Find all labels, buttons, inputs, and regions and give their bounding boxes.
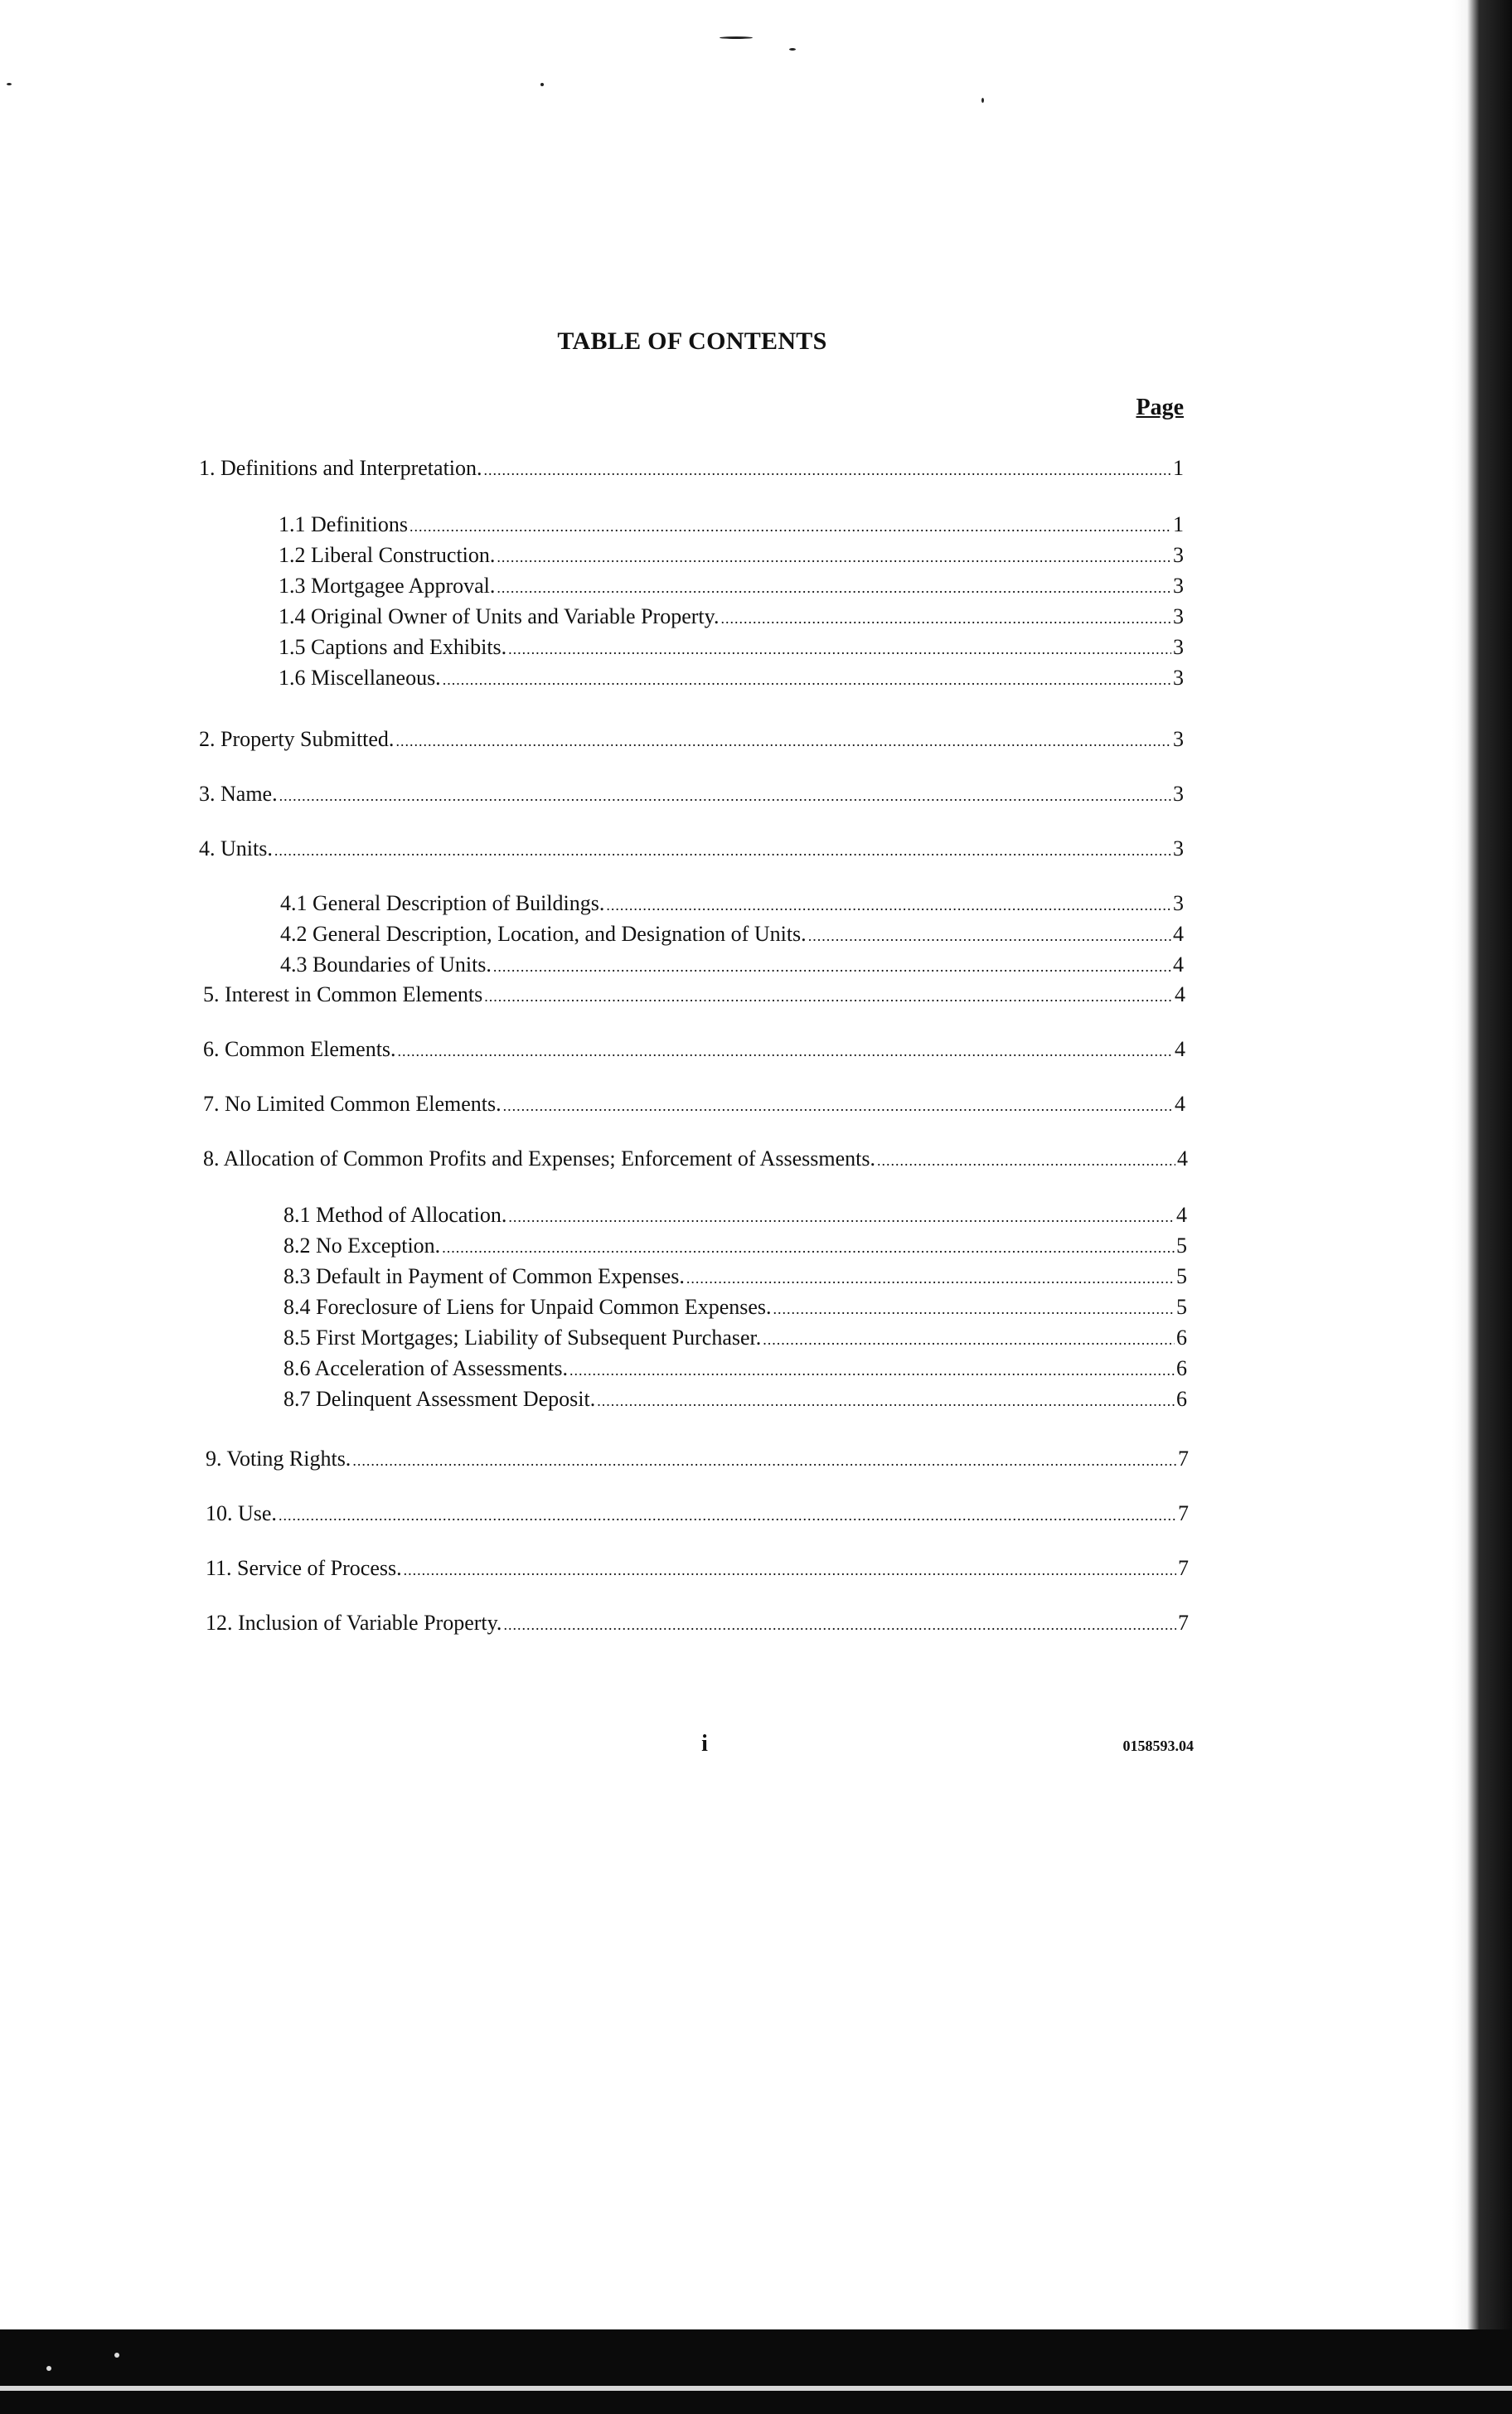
- toc-entry-page: 3: [1173, 836, 1184, 860]
- toc-entry-page: 4: [1176, 1203, 1187, 1227]
- toc-entry-label: 8.1 Method of Allocation.: [284, 1203, 507, 1227]
- toc-leader-dots: [773, 1297, 1175, 1321]
- toc-leader-dots: [503, 1612, 1176, 1637]
- toc-entry-page: 5: [1176, 1295, 1187, 1319]
- toc-entry-8-2[interactable]: [284, 1234, 1187, 1260]
- toc-leader-dots: [606, 893, 1171, 918]
- toc-entry-8[interactable]: [203, 1146, 1188, 1173]
- toc-leader-dots: [569, 1358, 1175, 1383]
- toc-leader-dots: [443, 667, 1171, 692]
- toc-entry-8-6[interactable]: [284, 1356, 1187, 1383]
- toc-entry-4-2[interactable]: [280, 922, 1184, 948]
- toc-entry-8-5[interactable]: [284, 1326, 1187, 1352]
- toc-entry-page: 1: [1173, 512, 1184, 536]
- toc-entry-label: 6. Common Elements.: [203, 1037, 396, 1061]
- toc-entry-page: 6: [1176, 1326, 1187, 1350]
- toc-entry-1-3[interactable]: [279, 574, 1184, 600]
- toc-entry-label: 4.2 General Description, Location, and Designation of Units.: [280, 922, 807, 946]
- toc-entry-label: 1.1 Definitions: [279, 512, 408, 536]
- toc-entry-page: 1: [1173, 456, 1184, 480]
- toc-entry-6[interactable]: [203, 1037, 1185, 1064]
- toc-entry-label: 12. Inclusion of Variable Property.: [206, 1611, 502, 1635]
- toc-entry-label: 3. Name.: [199, 782, 278, 806]
- toc-entry-page: 3: [1173, 635, 1184, 659]
- toc-leader-dots: [352, 1448, 1176, 1473]
- toc-leader-dots: [503, 1093, 1173, 1118]
- toc-entry-1[interactable]: [199, 456, 1184, 482]
- toc-entry-label: 4.3 Boundaries of Units.: [280, 953, 492, 977]
- toc-leader-dots: [279, 783, 1171, 808]
- toc-entry-label: 9. Voting Rights.: [206, 1447, 351, 1471]
- scan-edge-strip: [0, 2386, 1512, 2391]
- toc-leader-dots: [497, 575, 1171, 600]
- toc-entry-page: 7: [1178, 1447, 1189, 1471]
- toc-entry-1-2[interactable]: [279, 543, 1184, 570]
- toc-leader-dots: [877, 1148, 1175, 1173]
- toc-leader-dots: [404, 1558, 1176, 1583]
- footer-page-number: i: [701, 1731, 708, 1757]
- page-title: TABLE OF CONTENTS: [557, 327, 827, 355]
- toc-entry-5[interactable]: [203, 982, 1185, 1009]
- scan-speck: [981, 98, 984, 103]
- toc-entry-11[interactable]: [206, 1556, 1189, 1583]
- toc-entry-page: 5: [1176, 1234, 1187, 1258]
- scan-edge-right: [1452, 0, 1512, 2414]
- toc-entry-page: 3: [1173, 604, 1184, 628]
- toc-entry-label: 7. No Limited Common Elements.: [203, 1092, 502, 1116]
- scan-speck: [720, 36, 753, 39]
- toc-entry-1-1[interactable]: [279, 512, 1184, 539]
- toc-leader-dots: [508, 637, 1171, 662]
- toc-entry-label: 2. Property Submitted.: [199, 727, 395, 751]
- toc-entry-4[interactable]: [199, 836, 1184, 863]
- toc-entry-7[interactable]: [203, 1092, 1185, 1118]
- toc-entry-label: 1.5 Captions and Exhibits.: [279, 635, 507, 659]
- toc-entry-page: 7: [1178, 1611, 1189, 1635]
- toc-leader-dots: [398, 1039, 1173, 1064]
- toc-leader-dots: [442, 1235, 1175, 1260]
- page-column-label: Page: [1136, 395, 1184, 420]
- toc-entry-page: 3: [1173, 574, 1184, 598]
- scan-speck: [789, 48, 796, 51]
- toc-entry-page: 6: [1176, 1387, 1187, 1411]
- toc-leader-dots: [508, 1205, 1175, 1229]
- toc-entry-page: 3: [1173, 666, 1184, 690]
- toc-entry-label: 8.2 No Exception.: [284, 1234, 441, 1258]
- toc-leader-dots: [274, 838, 1171, 863]
- toc-entry-label: 1.2 Liberal Construction.: [279, 543, 496, 567]
- document-number: 0158593.04: [1122, 1738, 1194, 1754]
- toc-entry-4-1[interactable]: [280, 891, 1184, 918]
- toc-leader-dots: [279, 1503, 1176, 1528]
- toc-entry-8-3[interactable]: [284, 1264, 1187, 1291]
- toc-entry-page: 4: [1173, 922, 1184, 946]
- toc-entry-8-7[interactable]: [284, 1387, 1187, 1413]
- toc-entry-page: 4: [1175, 1092, 1185, 1116]
- toc-entry-page: 3: [1173, 727, 1184, 751]
- toc-leader-dots: [497, 545, 1171, 570]
- toc-leader-dots: [395, 729, 1171, 754]
- toc-leader-dots: [686, 1266, 1175, 1291]
- scan-speck: [46, 2366, 51, 2371]
- scan-speck: [7, 83, 12, 85]
- toc-entry-3[interactable]: [199, 782, 1184, 808]
- toc-entry-label: 8.3 Default in Payment of Common Expenses.: [284, 1264, 685, 1288]
- toc-leader-dots: [808, 923, 1171, 948]
- toc-entry-label: 8.4 Foreclosure of Liens for Unpaid Common Expenses.: [284, 1295, 772, 1319]
- toc-entry-page: 4: [1177, 1146, 1188, 1171]
- toc-leader-dots: [484, 458, 1171, 482]
- toc-entry-page: 3: [1173, 543, 1184, 567]
- toc-entry-10[interactable]: [206, 1501, 1189, 1528]
- toc-entry-8-4[interactable]: [284, 1295, 1187, 1321]
- toc-entry-label: 1.4 Original Owner of Units and Variable Property.: [279, 604, 720, 628]
- toc-entry-label: 8.5 First Mortgages; Liability of Subsequent Purchaser.: [284, 1326, 762, 1350]
- toc-entry-label: 10. Use.: [206, 1501, 277, 1525]
- toc-entry-page: 4: [1175, 982, 1185, 1006]
- toc-leader-dots: [720, 606, 1171, 631]
- toc-entry-9[interactable]: [206, 1447, 1189, 1473]
- toc-leader-dots: [763, 1327, 1175, 1352]
- toc-entry-12[interactable]: [206, 1611, 1189, 1637]
- toc-entry-label: 8.7 Delinquent Assessment Deposit.: [284, 1387, 596, 1411]
- toc-entry-1-4[interactable]: [279, 604, 1184, 631]
- toc-entry-2[interactable]: [199, 727, 1184, 754]
- toc-entry-label: 5. Interest in Common Elements: [203, 982, 483, 1006]
- toc-entry-page: 5: [1176, 1264, 1187, 1288]
- toc-entry-label: 1.6 Miscellaneous.: [279, 666, 441, 690]
- toc-entry-1-6[interactable]: [279, 666, 1184, 692]
- toc-entry-page: 7: [1178, 1501, 1189, 1525]
- toc-entry-label: 8.6 Acceleration of Assessments.: [284, 1356, 568, 1380]
- toc-entry-page: 4: [1173, 953, 1184, 977]
- toc-entry-label: 4. Units.: [199, 836, 273, 860]
- toc-entry-page: 3: [1173, 782, 1184, 806]
- scan-speck: [114, 2353, 119, 2358]
- scan-edge-bottom: [0, 2329, 1512, 2414]
- toc-entry-label: 8. Allocation of Common Profits and Expenses; Enforcement of Assessments.: [203, 1146, 875, 1171]
- toc-leader-dots: [597, 1389, 1175, 1413]
- toc-leader-dots: [410, 514, 1171, 539]
- toc-entry-page: 4: [1175, 1037, 1185, 1061]
- toc-entry-page: 7: [1178, 1556, 1189, 1580]
- toc-entry-label: 4.1 General Description of Buildings.: [280, 891, 605, 915]
- toc-leader-dots: [493, 954, 1171, 979]
- toc-leader-dots: [484, 984, 1173, 1009]
- toc-entry-8-1[interactable]: [284, 1203, 1187, 1229]
- toc-entry-page: 3: [1173, 891, 1184, 915]
- toc-entry-label: 1.3 Mortgagee Approval.: [279, 574, 496, 598]
- toc-entry-label: 1. Definitions and Interpretation.: [199, 456, 482, 480]
- toc-entry-label: 11. Service of Process.: [206, 1556, 402, 1580]
- scan-speck: [540, 83, 544, 86]
- toc-entry-1-5[interactable]: [279, 635, 1184, 662]
- toc-entry-page: 6: [1176, 1356, 1187, 1380]
- toc-entry-4-3[interactable]: [280, 953, 1184, 979]
